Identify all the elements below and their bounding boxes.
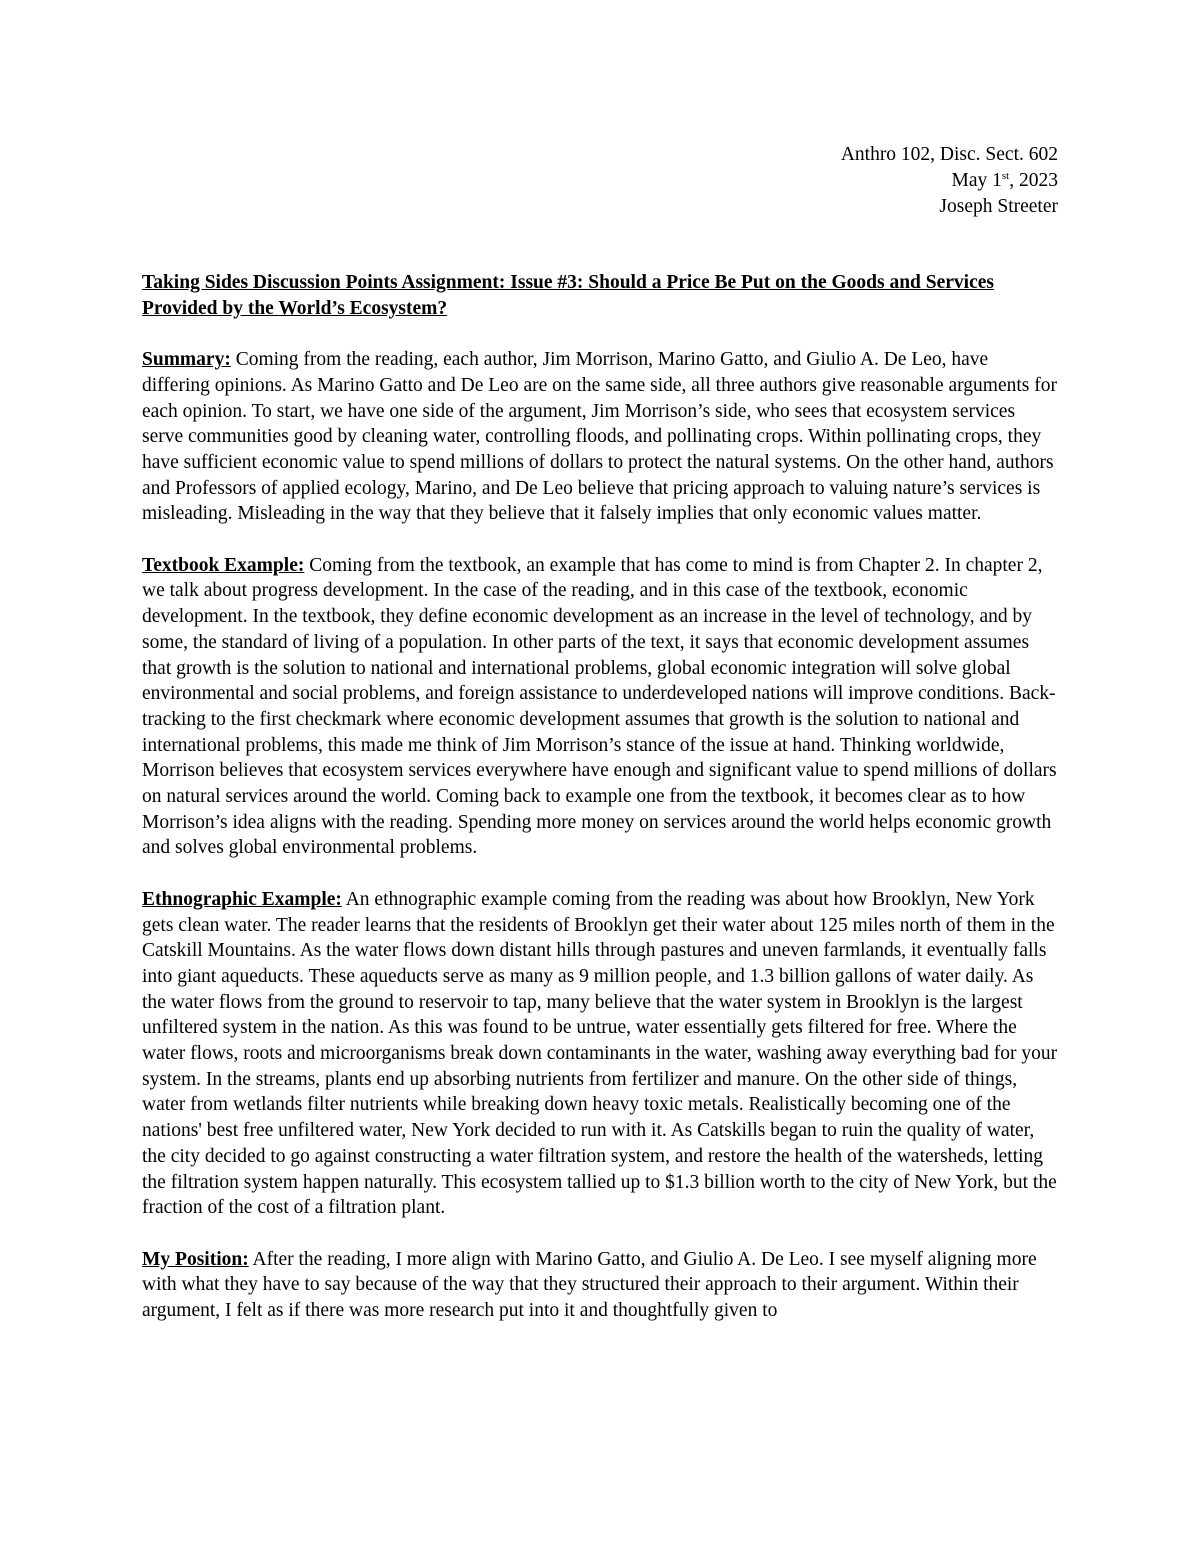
- textbook-example-text: Coming from the textbook, an example that has come to mind is from Chapter 2. In chapter 2, we talk about progress development. In the case of the reading, and in this case of the textbook, economic development. In the textbook, they define economic development as an increase in the level of technology, and by some, the standard of living of a population. In other parts of the text, it says that economic development assumes that growth is the solution to national and international problems, global economic integration will solve global environmental and social problems, and foreign assistance to underdeveloped nations will improve conditions. Back-tracking to the first checkmark where economic development assumes that growth is the solution to national and international problems, this made me think of Jim Morrison’s stance of the issue at hand. Thinking worldwide, Morrison believes that ecosystem services everywhere have enough and significant value to spend millions of dollars on natural services around the world. Coming back to example one from the textbook, it becomes clear as to how Morrison’s idea aligns with the reading. Spending more money on services around the world helps economic growth and solves global environmental problems.: [142, 554, 1057, 859]
- course-line: Anthro 102, Disc. Sect. 602: [840, 144, 1058, 165]
- summary-label: Summary:: [142, 349, 231, 371]
- document-title: Taking Sides Discussion Points Assignment: Issue #3: Should a Price Be Put on the Goods and Services Provided by the World’s Ecosystem?: [142, 272, 995, 319]
- summary-section: [142, 347, 1060, 527]
- document-header: [841, 142, 1058, 220]
- date-ordinal: st: [1001, 170, 1010, 182]
- ethnographic-example-text: An ethnographic example coming from the reading was about how Brooklyn, New York gets clean water. The reader learns that the residents of Brooklyn get their water about 125 miles north of them in the Catskill Mountains. As the water flows down distant hills through pastures and uneven farmlands, it eventually falls into giant aqueducts. These aqueducts serve as many as 9 million people, and 1.3 billion gallons of water daily. As the water flows from the ground to reservoir to tap, many believe that the water system in Brooklyn is the largest unfiltered system in the nation. As this was found to be untrue, water essentially gets filtered for free. Where the water flows, roots and microorganisms break down contaminants in the water, washing away everything bad for your system. In the streams, plants end up absorbing nutrients from fertilizer and manure. On the other side of things, water from wetlands filter nutrients while breaking down heavy toxic metals. Realistically becoming one of the nations' best free unfiltered water, New York decided to run with it. As Catskills began to ruin the quality of water, the city decided to go against constructing a water filtration system, and restore the health of the watersheds, letting the filtration system happen naturally. This ecosystem tallied up to $1.3 billion worth to the city of New York, but the fraction of the cost of a filtration plant.: [142, 888, 1058, 1219]
- ethnographic-example-section: [142, 887, 1060, 1221]
- summary-text: Coming from the reading, each author, Jim Morrison, Marino Gatto, and Giulio A. De Leo, have differing opinions. As Marino Gatto and De Leo are on the same side, all three authors give reasonable arguments for each opinion. To start, we have one side of the argument, Jim Morrison’s side, who sees that ecosystem services serve communities good by cleaning water, controlling floods, and pollinating crops. Within pollinating crops, they have sufficient economic value to spend millions of dollars to protect the natural systems. On the other hand, authors and Professors of applied ecology, Marino, and De Leo believe that pricing approach to valuing nature’s services is misleading. Misleading in the way that they believe that it falsely implies that only economic values matter.: [142, 349, 1057, 525]
- textbook-example-label: Textbook Example:: [142, 554, 305, 576]
- my-position-label: My Position:: [142, 1248, 249, 1270]
- document-body: [142, 270, 1060, 1349]
- ethnographic-example-label: Ethnographic Example:: [142, 888, 342, 910]
- date-line: [841, 168, 1058, 194]
- my-position-text: After the reading, I more align with Marino Gatto, and Giulio A. De Leo. I see myself aligning more with what they have to say because of the way that they structured their approach to their argument. Within their argument, I felt as if there was more research put into it and thoughtfully given to: [142, 1248, 1037, 1322]
- author-line: Joseph Streeter: [939, 196, 1058, 217]
- my-position-section: [142, 1247, 1060, 1324]
- textbook-example-section: [142, 553, 1060, 861]
- date-prefix: May 1: [951, 170, 1002, 191]
- date-year: , 2023: [1009, 170, 1058, 191]
